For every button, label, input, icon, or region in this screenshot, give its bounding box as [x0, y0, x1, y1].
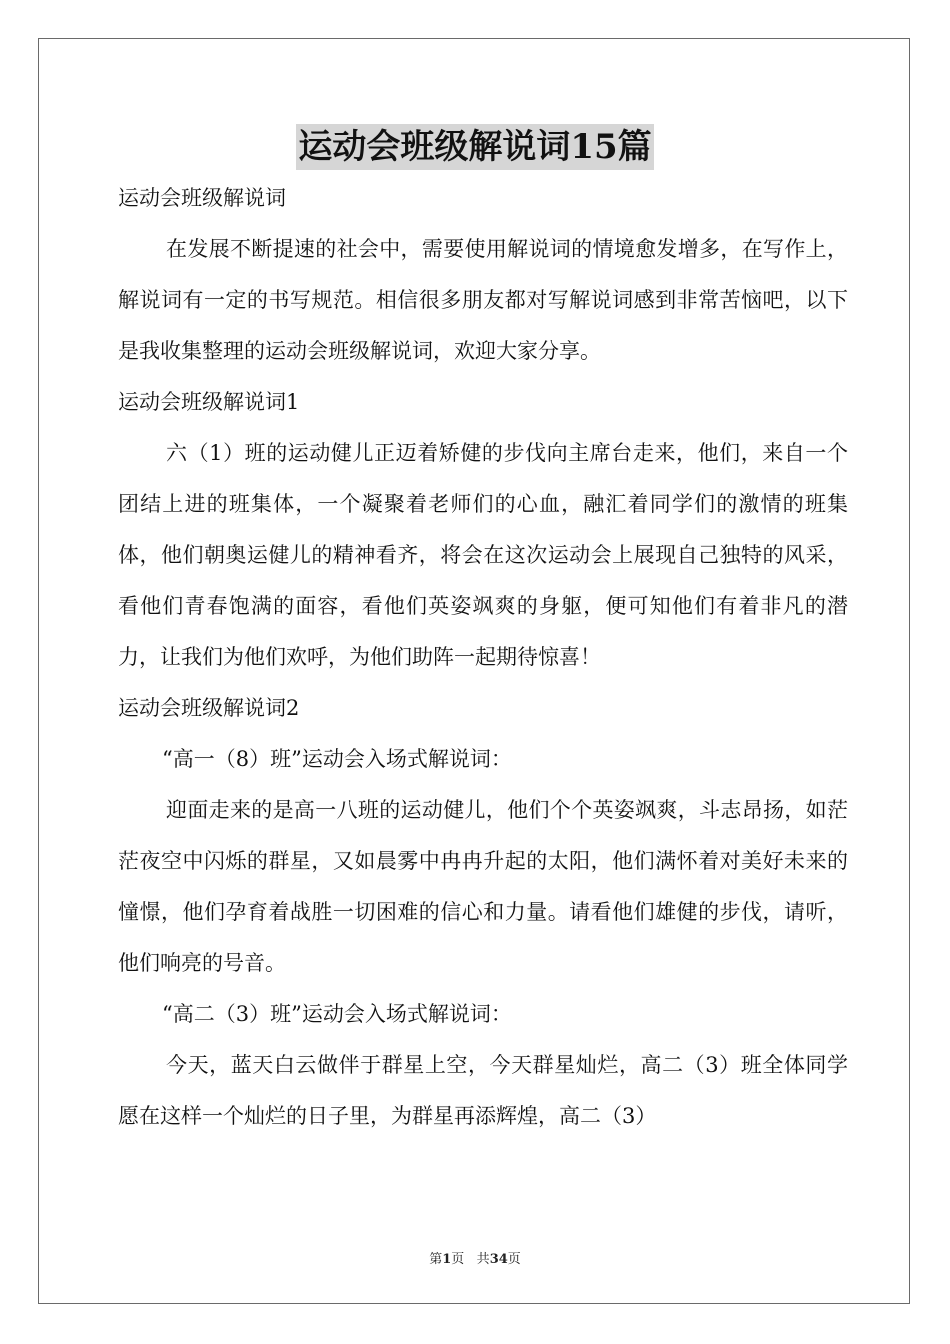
section-1-paragraph: 六（1）班的运动健儿正迈着矫健的步伐向主席台走来，他们，来自一个团结上进的班集体，一个凝聚着老师们的心血，融汇着同学们的激情的班集体，他们朝奥运健儿的精神看齐，将会在这次运动会上展现自己独特的风采，看他们青春饱满的面容，看他们英姿飒爽的身躯，便可知他们有着非凡的潜力，让我们为他们欢呼，为他们助阵一起期待惊喜！ [118, 441, 848, 669]
section-2-paragraph-2: 今天，蓝天白云做伴于群星上空，今天群星灿烂，高二（3）班全体同学愿在这样一个灿烂的日子里，为群星再添辉煌，高二（3） [118, 1053, 848, 1128]
section-1-heading: 运动会班级解说词1 [118, 390, 300, 414]
intro-paragraph: 在发展不断提速的社会中，需要使用解说词的情境愈发增多，在写作上，解说词有一定的书写规范。相信很多朋友都对写解说词感到非常苦恼吧，以下是我收集整理的运动会班级解说词，欢迎大家分享。 [118, 237, 848, 363]
section-2-paragraph-1: 迎面走来的是高一八班的运动健儿，他们个个英姿飒爽，斗志昂扬，如茫茫夜空中闪烁的群星，又如晨雾中冉冉升起的太阳，他们满怀着对美好未来的憧憬，他们孕育着战胜一切困难的信心和力量。请看他们雄健的步伐，请听，他们响亮的号音。 [118, 798, 848, 975]
page-number: 1 [442, 1252, 452, 1267]
page-suffix: 页 [451, 1252, 465, 1267]
section-2-subheading-1: “高一（8）班”运动会入场式解说词： [162, 747, 512, 771]
document-title-container [0, 124, 950, 170]
total-suffix: 页 [507, 1252, 521, 1267]
document-body [118, 173, 848, 1142]
section-2-heading: 运动会班级解说词2 [118, 696, 300, 720]
document-title: 运动会班级解说词15篇 [296, 124, 653, 170]
total-pages: 34 [489, 1252, 508, 1267]
intro-heading: 运动会班级解说词 [118, 186, 286, 210]
page-footer [0, 1248, 950, 1267]
section-2-subheading-2: “高二（3）班”运动会入场式解说词： [162, 1002, 512, 1026]
page-prefix: 第 [429, 1252, 443, 1267]
total-prefix: 共 [476, 1252, 490, 1267]
